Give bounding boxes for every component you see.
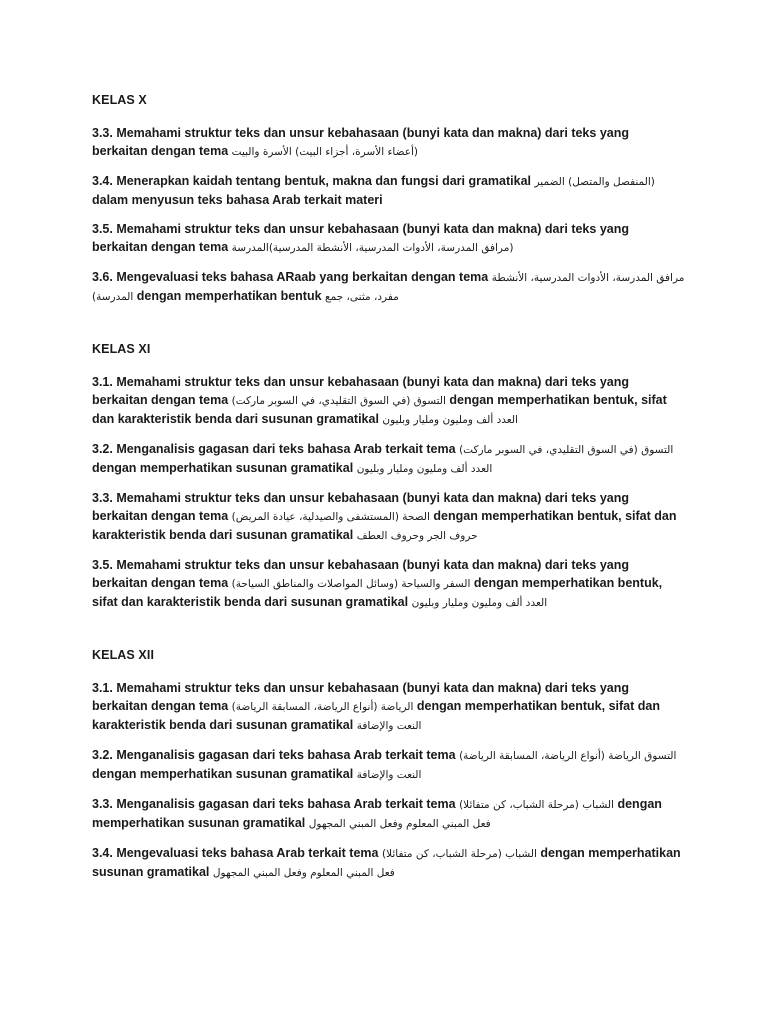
item-arabic-text: الشباب (مرحلة الشباب، كن متفائلا) xyxy=(381,848,537,860)
item-text: 3.2. Menganalisis gagasan dari teks bahasa Arab terkait tema xyxy=(92,748,456,762)
item-text: 3.3. Memahami struktur teks dan unsur kebahasaan (bunyi kata dan makna) dari teks yang berkaitan dengan tema xyxy=(92,126,629,158)
item-arabic-text: فعل المبني المعلوم وفعل المبني المجهول xyxy=(308,818,491,830)
item-text: dengan memperhatikan bentuk, sifat dan karakteristik benda dari susunan gramatikal xyxy=(92,393,667,426)
item-text: 3.2. Menganalisis gagasan dari teks bahasa Arab terkait tema xyxy=(92,442,456,456)
item-arabic-text: فعل المبني المعلوم وفعل المبني المجهول xyxy=(212,867,395,879)
competency-item xyxy=(92,172,688,209)
item-arabic-text: مفرد، مثنى، جمع xyxy=(325,291,399,303)
item-arabic-text: النعت والإضافة xyxy=(356,769,422,781)
item-arabic-text: (المنفصل والمتصل) الضمير xyxy=(534,176,655,188)
item-arabic-text: (أعضاء الأسرة، أجزاء البيت) الأسرة والبيت xyxy=(231,146,418,158)
item-text: 3.5. Memahami struktur teks dan unsur kebahasaan (bunyi kata dan makna) dari teks yang berkaitan dengan tema xyxy=(92,558,629,590)
item-text: dengan memperhatikan susunan gramatikal xyxy=(92,797,662,830)
item-arabic-text: العدد ألف ومليون ومليار وبليون xyxy=(411,597,548,609)
competency-item xyxy=(92,440,688,478)
competency-item xyxy=(92,220,688,257)
section-kelas-xi xyxy=(92,342,688,612)
item-text: 3.3. Memahami struktur teks dan unsur kebahasaan (bunyi kata dan makna) dari teks yang berkaitan dengan tema xyxy=(92,491,629,523)
item-arabic-text: العدد ألف ومليون ومليار وبليون xyxy=(356,463,493,475)
item-text: dengan memperhatikan susunan gramatikal xyxy=(92,846,681,879)
item-text: 3.6. Mengevaluasi teks bahasa ARaab yang berkaitan dengan tema xyxy=(92,270,489,284)
item-arabic-text: الشباب (مرحلة الشباب، كن متفائلا) xyxy=(459,799,614,811)
competency-item xyxy=(92,746,688,784)
item-arabic-text: الرياضة (أنواع الرياضة، المسابقة الرياضة) xyxy=(231,701,414,713)
item-text: 3.5. Memahami struktur teks dan unsur kebahasaan (bunyi kata dan makna) dari teks yang berkaitan dengan tema xyxy=(92,222,629,254)
competency-item xyxy=(92,373,688,429)
item-arabic-text: الصحة (المستشفى والصيدلية، عيادة المريض) xyxy=(231,511,430,523)
item-arabic-text: السفر والسياحة (وسائل المواصلات والمناطق السياحة) xyxy=(231,578,471,590)
section-heading: KELAS XI xyxy=(92,342,151,356)
competency-item xyxy=(92,489,688,545)
section-kelas-x xyxy=(92,93,688,306)
item-text: 3.3. Menganalisis gagasan dari teks bahasa Arab terkait tema xyxy=(92,797,456,811)
item-arabic-text: التسوق (في السوق التقليدي، في السوبر ماركت) xyxy=(459,444,674,456)
item-text: dengan memperhatikan bentuk xyxy=(136,289,322,303)
section-heading: KELAS XII xyxy=(92,648,155,662)
competency-item xyxy=(92,679,688,735)
item-text: dengan memperhatikan susunan gramatikal xyxy=(92,767,354,781)
item-text: 3.4. Mengevaluasi teks bahasa Arab terkait tema xyxy=(92,846,379,860)
item-text: 3.1. Memahami struktur teks dan unsur kebahasaan (bunyi kata dan makna) dari teks yang berkaitan dengan tema xyxy=(92,375,629,407)
item-arabic-text: (مرافق المدرسة، الأدوات المدرسية، الأنشطة المدرسية)المدرسة xyxy=(231,242,514,254)
competency-item xyxy=(92,556,688,612)
section-heading: KELAS X xyxy=(92,93,147,107)
competency-item xyxy=(92,795,688,833)
competency-item xyxy=(92,844,688,882)
item-text: dengan memperhatikan bentuk, sifat dan karakteristik benda dari susunan gramatikal xyxy=(92,576,663,609)
item-arabic-text: العدد ألف ومليون ومليار وبليون xyxy=(382,414,518,426)
item-text: dengan memperhatikan bentuk, sifat dan karakteristik benda dari susunan gramatikal xyxy=(92,699,660,732)
item-arabic-text: مرافق المدرسة، الأدوات المدرسية، الأنشطة المدرسة) xyxy=(92,272,685,303)
item-arabic-text: النعت والإضافة xyxy=(356,720,422,732)
item-arabic-text: التسوق الرياضة (أنواع الرياضة، المسابقة الرياضة) xyxy=(459,750,677,762)
section-kelas-xii xyxy=(92,648,688,882)
competency-item xyxy=(92,124,688,161)
item-arabic-text: حروف الجر وحروف العطف xyxy=(356,530,478,542)
competency-item xyxy=(92,268,688,306)
item-text: dengan memperhatikan susunan gramatikal xyxy=(92,461,354,475)
item-text: dalam menyusun teks bahasa Arab terkait materi xyxy=(92,193,383,207)
item-text: 3.4. Menerapkan kaidah tentang bentuk, makna dan fungsi dari gramatikal xyxy=(92,174,532,188)
item-text: dengan memperhatikan bentuk, sifat dan karakteristik benda dari susunan gramatikal xyxy=(92,509,677,542)
item-arabic-text: التسوق (في السوق التقليدي، في السوبر ماركت) xyxy=(231,395,446,407)
item-text: 3.1. Memahami struktur teks dan unsur kebahasaan (bunyi kata dan makna) dari teks yang berkaitan dengan tema xyxy=(92,681,629,713)
